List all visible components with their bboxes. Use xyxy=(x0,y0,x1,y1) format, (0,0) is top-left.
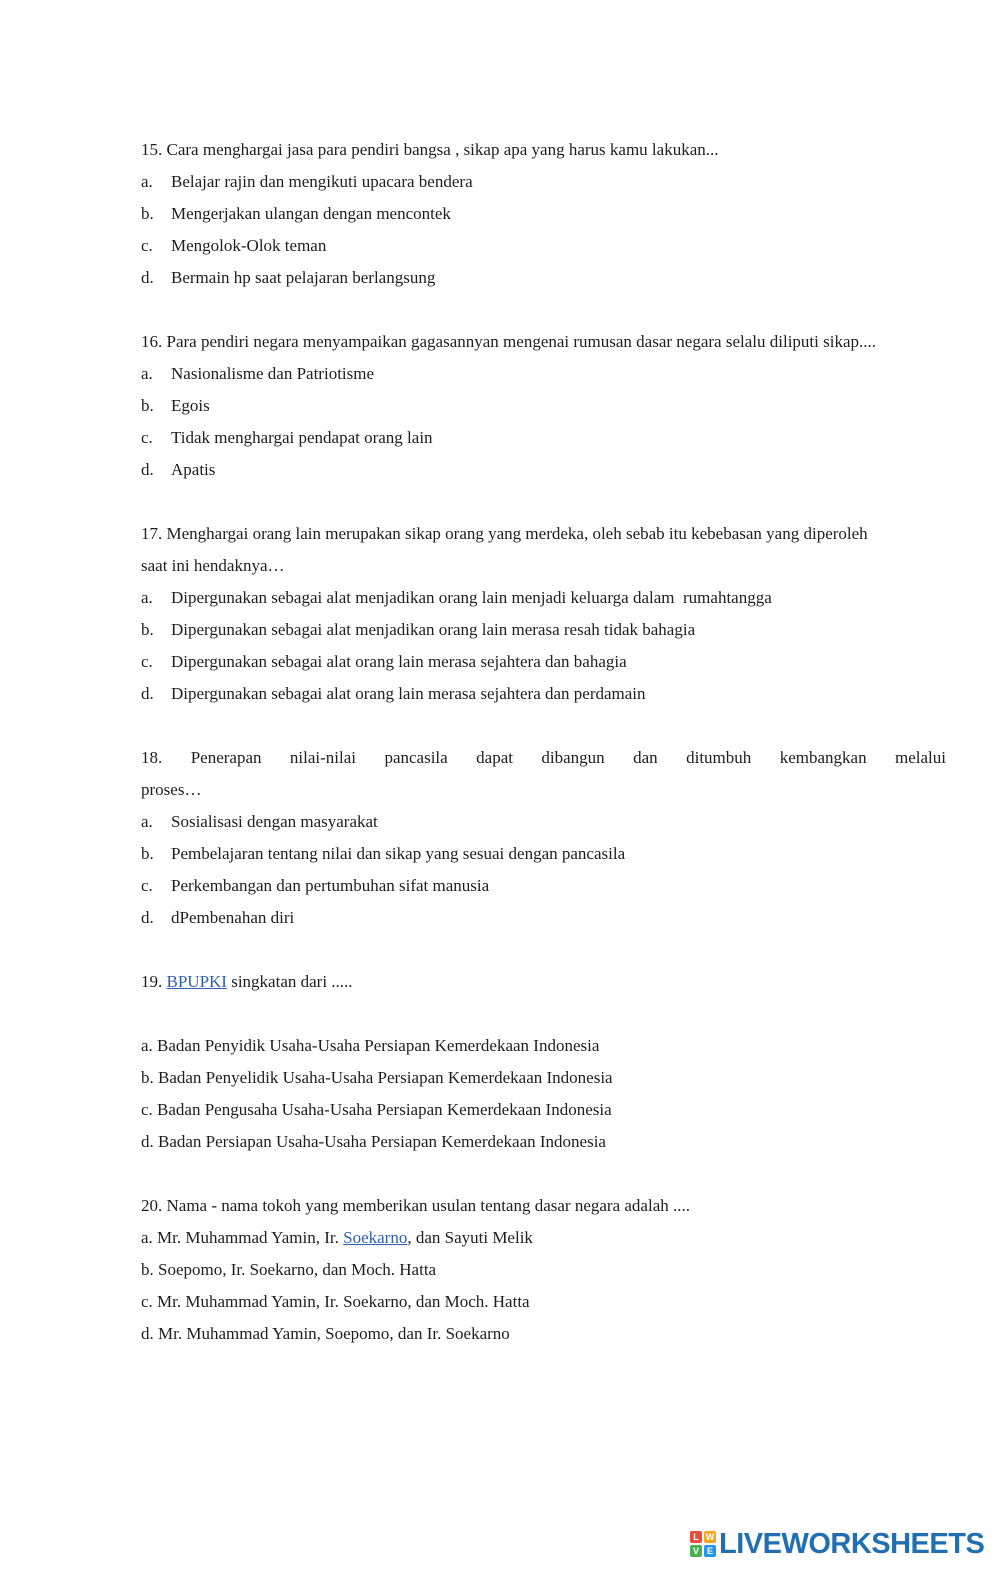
question-15-option-c[interactable]: c. Mengolok-Olok teman xyxy=(141,236,327,255)
question-19-option-a[interactable]: a. Badan Penyidik Usaha-Usaha Persiapan Kemerdekaan Indonesia xyxy=(141,1036,600,1055)
question-16-option-a[interactable]: a. Nasionalisme dan Patriotisme xyxy=(141,364,375,383)
question-18-option-a[interactable]: a. Sosialisasi dengan masyarakat xyxy=(141,812,378,831)
question-19-option-b[interactable]: b. Badan Penyelidik Usaha-Usaha Persiapan Kemerdekaan Indonesia xyxy=(141,1068,613,1087)
spacer xyxy=(141,486,949,518)
question-17-option-d[interactable]: d. Dipergunakan sebagai alat orang lain merasa sejahtera dan perdamain xyxy=(141,684,646,703)
spacer xyxy=(141,998,949,1030)
logo-letter-w: W xyxy=(705,1532,715,1542)
question-18-option-c[interactable]: c. Perkembangan dan pertumbuhan sifat manusia xyxy=(141,876,490,895)
logo-letter-v: V xyxy=(690,1545,702,1557)
question-16-option-d[interactable]: d. Apatis xyxy=(141,460,216,479)
spacer xyxy=(141,1158,949,1190)
question-18-option-d[interactable]: d. dPembenahan diri xyxy=(141,908,295,927)
bpupki-link[interactable]: BPUPKI xyxy=(166,972,227,991)
spacer xyxy=(141,710,949,742)
spacer xyxy=(141,294,949,326)
question-15-option-d[interactable]: d. Bermain hp saat pelajaran berlangsung xyxy=(141,268,436,287)
question-18-line-1: 18. Penerapan nilai-nilai pancasila dapat dibangun dan ditumbuh kembangkan melalui xyxy=(141,748,946,767)
question-17-line-1: 17. Menghargai orang lain merupakan sikap orang yang merdeka, oleh sebab itu kebebasan yang diperoleh xyxy=(141,524,868,543)
liveworksheets-logo-icon xyxy=(690,1531,716,1557)
soekarno-link[interactable]: Soekarno xyxy=(343,1228,408,1247)
question-16-option-b[interactable]: b. Egois xyxy=(141,396,210,415)
question-15-option-b[interactable]: b. Mengerjakan ulangan dengan mencontek xyxy=(141,204,451,223)
question-15: 15. Cara menghargai jasa para pendiri bangsa , sikap apa yang harus kamu lakukan... xyxy=(141,140,719,159)
question-19-option-d[interactable]: d. Badan Persiapan Usaha-Usaha Persiapan Kemerdekaan Indonesia xyxy=(141,1132,606,1151)
logo-letter-e: E xyxy=(704,1545,716,1557)
question-20-option-b[interactable]: b. Soepomo, Ir. Soekarno, dan Moch. Hatta xyxy=(141,1260,437,1279)
question-20-option-a[interactable]: a. Mr. Muhammad Yamin, Ir. Soekarno, dan Sayuti Melik xyxy=(141,1228,533,1247)
liveworksheets-wordmark: LIVEWORKSHEETS xyxy=(719,1528,985,1560)
question-20-option-c[interactable]: c. Mr. Muhammad Yamin, Ir. Soekarno, dan Moch. Hatta xyxy=(141,1292,530,1311)
worksheet-page xyxy=(141,134,949,1350)
question-17-line-2: saat ini hendaknya… xyxy=(141,556,285,575)
question-18-line-2: proses… xyxy=(141,780,202,799)
question-16: 16. Para pendiri negara menyampaikan gagasannyan mengenai rumusan dasar negara selalu diliputi sikap.... xyxy=(141,332,877,351)
question-16-option-c[interactable]: c. Tidak menghargai pendapat orang lain xyxy=(141,428,433,447)
question-19-option-c[interactable]: c. Badan Pengusaha Usaha-Usaha Persiapan Kemerdekaan Indonesia xyxy=(141,1100,612,1119)
question-17-option-b[interactable]: b. Dipergunakan sebagai alat menjadikan orang lain merasa resah tidak bahagia xyxy=(141,620,696,639)
question-18-option-b[interactable]: b. Pembelajaran tentang nilai dan sikap yang sesuai dengan pancasila xyxy=(141,844,626,863)
question-17-option-c[interactable]: c. Dipergunakan sebagai alat orang lain merasa sejahtera dan bahagia xyxy=(141,652,627,671)
question-20-option-d[interactable]: d. Mr. Muhammad Yamin, Soepomo, dan Ir. Soekarno xyxy=(141,1324,510,1343)
liveworksheets-logo xyxy=(690,1528,984,1560)
question-19: 19. BPUPKI singkatan dari ..... xyxy=(141,972,353,991)
question-17-option-a[interactable]: a. Dipergunakan sebagai alat menjadikan orang lain menjadi keluarga dalam rumahtangga xyxy=(141,588,772,607)
spacer xyxy=(141,934,949,966)
logo-letter-l: L xyxy=(690,1531,702,1543)
question-15-option-a[interactable]: a. Belajar rajin dan mengikuti upacara bendera xyxy=(141,172,473,191)
question-20: 20. Nama - nama tokoh yang memberikan usulan tentang dasar negara adalah .... xyxy=(141,1196,690,1215)
